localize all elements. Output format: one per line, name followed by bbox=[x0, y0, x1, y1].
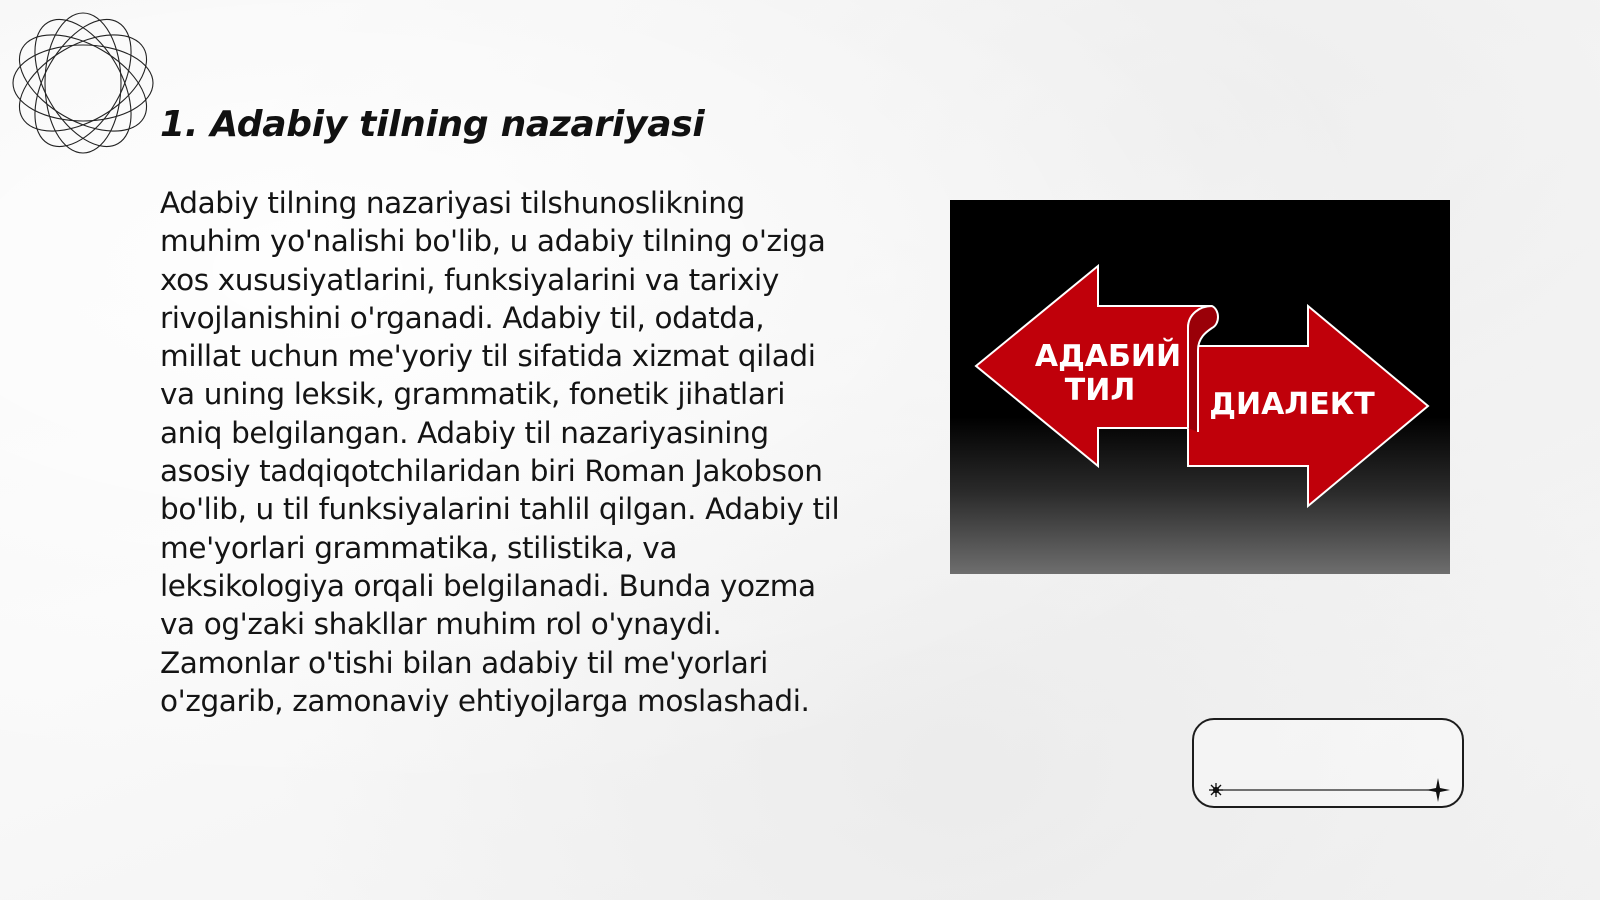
right-arrow-label: ДИАЛЕКТ bbox=[1209, 387, 1375, 422]
literary-language-dialect-image bbox=[950, 200, 1450, 574]
body-paragraph: Adabiy tilning nazariyasi tilshunoslikning muhim yo'nalishi bo'lib, u adabiy tilning o'ziga xos xususiyatlarini, funksiyalarini va tarixiy rivojlanishini o'rganadi. Adabiy til, odatda, millat uchun me'yoriy til sifatida xizmat qiladi va uning leksik, grammatik, fonetik jihatlari aniq belgilangan. Adabiy til nazariyasining asosiy tadqiqotchilaridan biri Roman Jakobson bo'lib, u til funksiyalarini tahlil qilgan. Adabiy til me'yorlari grammatika, stilistika, va leksikologiya orqali belgilanadi. Bunda yozma va og'zaki shakllar muhim rol o'ynaydi. Zamonlar o'tishi bilan adabiy til me'yorlari o'zgarib, zamonaviy ehtiyojlarga moslashadi. bbox=[160, 186, 840, 718]
arrows-graphic bbox=[950, 200, 1450, 574]
left-arrow-label-line2: ТИЛ bbox=[1064, 373, 1136, 408]
decorative-slider-card bbox=[1192, 718, 1464, 808]
four-point-star-icon bbox=[1426, 778, 1450, 802]
sparkle-burst-icon bbox=[1209, 783, 1223, 797]
slide-title: 1. Adabiy tilning nazariyasi bbox=[160, 104, 705, 145]
left-arrow-label-line1: АДАБИЙ bbox=[1034, 339, 1182, 374]
orbit-rings-icon bbox=[8, 8, 158, 158]
